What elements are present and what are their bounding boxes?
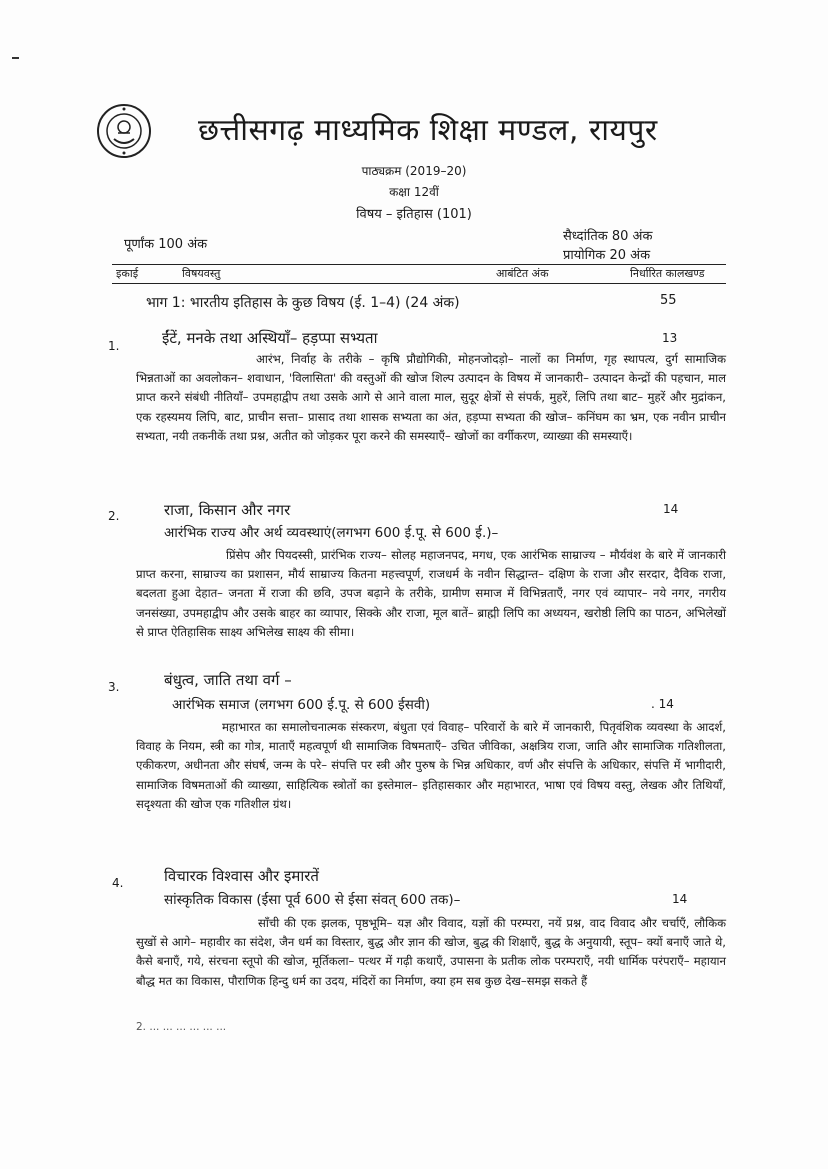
section-marks: 13	[662, 331, 678, 345]
table-header	[112, 264, 726, 284]
section-marks: . 14	[651, 697, 674, 711]
section-content: आरंभ, निर्वाह के तरीके – कृषि प्रौद्योगिकी, मोहनजोदड़ो– नालों का निर्माण, गृह स्थापत्य, दुर्ग सामाजिक भिन्नताओं का अवलोकन– शवाधान, 'विलासिता' की वस्तुओं की खोज शिल्प उत्पादन के विषय में जानकारी– उत्पादन केन्द्रों की पहचान, माल प्राप्त करने संबंधी नीतियाँ– उपमहाद्वीप तथा उसके आगे से आने वाला माल, सुदूर क्षेत्रों से संपर्क, मुहरें, लिपि तथा बाट– मुहरें और मुद्रांकन, एक रहस्यमय लिपि, बाट, प्राचीन सत्ता– प्रासाद तथा शासक सभ्यता का अंत, हड़प्पा सभ्यता की खोज– कनिंघम का भ्रम, एक नवीन प्राचीन सभ्यता, नयी तकनीकें तथा प्रश्न, अतीत को जोड़कर पूरा करने की समस्याएँ– खोजों का वर्गीकरण, व्याख्या की समस्याएँ।	[136, 352, 726, 443]
subject-label: विषय – इतिहास (101)	[356, 207, 472, 222]
section-content: महाभारत का समालोचनात्मक संस्करण, बंधुता एवं विवाह– परिवारों के बारे में जानकारी, पितृवंशिक व्यवस्था के आदर्श, विवाह के नियम, स्त्री का गोत्र, माताएँ महत्वपूर्ण थी सामाजिक विषमताएँ– उचित जीविका, अक्षत्रिय राजा, जाति और सामाजिक गतिशीलता, एकीकरण, अधीनता और संघर्ष, जन्म के परे– संपत्ति पर स्त्री और पुरुष के भिन्न अधिकार, वर्ण और संपत्ति के अधिकार, संपत्ति में भागीदारी, सामाजिक विषमताओं की व्याख्या, साहित्यिक स्त्रोतों का इस्तेमाल– इतिहासकार और महाभारत, भाषा एवं विषय वस्तु, लेखक और तिथियाँ, सदृश्यता की खोज एक गतिशील ग्रंथ।	[136, 720, 726, 811]
theory-marks: सैध्दांतिक 80 अंक	[563, 229, 653, 244]
section-number: 4.	[112, 876, 124, 890]
section-number: 1.	[108, 339, 120, 353]
class-label: कक्षा 12वीं	[389, 185, 439, 199]
part-title: भाग 1: भारतीय इतिहास के कुछ विषय (ई. 1–4) (24 अंक)	[146, 295, 460, 311]
board-title: छत्तीसगढ़ माध्यमिक शिक्षा मण्डल, रायपुर	[198, 113, 658, 148]
section-content: साँची की एक झलक, पृष्ठभूमि– यज्ञ और विवाद, यज्ञों की परम्परा, नयें प्रश्न, वाद विवाद और चर्चाएँ, लौकिक सुखों से आगे– महावीर का संदेश, जैन धर्म का विस्तार, बुद्ध और ज्ञान की खोज, बुद्ध की शिक्षाएँ, बुद्ध के अनुयायी, स्तूप– क्यों बनाएँ जाते थे, कैसे बनाएँ, गये, संरचना स्तूपो की खोज, मूर्तिकला– पत्थर में गढ़ी कथाएँ, उपासना के प्रतीक लोक परम्पराएँ, नयी धार्मिक परंपराएँ– महायान बौद्ध मत का विकास, पौराणिक हिन्दु धर्म का उदय, मंदिरों का निर्माण, क्या हम सब कुछ देख–समझ सकते हैं	[136, 916, 726, 988]
total-marks: पूर्णांक 100 अंक	[124, 237, 208, 252]
header-unit: इकाई	[116, 267, 139, 280]
section-subtitle: आरंभिक राज्य और अर्थ व्यवस्थाएं(लगभग 600 ई.पू. से 600 ई.)–	[164, 525, 499, 541]
scan-mark	[12, 57, 19, 59]
header-content: विषयवस्तु	[182, 267, 221, 280]
section-title: राजा, किसान और नगर	[164, 501, 291, 519]
practical-marks: प्रायोगिक 20 अंक	[563, 248, 651, 263]
board-emblem-icon	[96, 103, 152, 159]
header-allotted-marks: आबंटित अंक	[496, 267, 549, 280]
section-number: 2.	[108, 509, 120, 523]
header-time-period: निर्धारित कालखण्ड	[630, 267, 705, 280]
section-subtitle: आरंभिक समाज (लगभग 600 ई.पू. से 600 ईसवी)	[172, 697, 431, 713]
section-title: बंधुत्व, जाति तथा वर्ग –	[164, 671, 292, 689]
section-marks: 14	[663, 502, 679, 516]
syllabus-year: पाठ्यक्रम (2019–20)	[361, 164, 467, 178]
section-title: ईंटें, मनके तथा अस्थियाँ– हड़प्पा सभ्यता	[162, 329, 378, 347]
part-periods: 55	[660, 293, 677, 308]
section-content: प्रिंसेप और पियदस्सी, प्रारंभिक राज्य– सोलह महाजनपद, मगध, एक आरंभिक साम्राज्य – मौर्यवंश के बारे में जानकारी प्राप्त करना, साम्राज्य का प्रशासन, मौर्य साम्राज्य कितना महत्त्वपूर्ण, राजधर्म के नवीन सिद्धान्त– दक्षिण के राजा और सरदार, दैविक राजा, बदलता हुआ देहात– जनता में राजा की छवि, उपज बढ़ाने के तरीके, ग्रामीण समाज में विभिन्नताएँ, नगर एवं व्यापार– नये नगर, नगरीय जनसंख्या, उपमहाद्वीप और उसके बाहर का व्यापार, सिक्के और राजा, मूल बातें– ब्राह्मी लिपि का अध्ययन, खरोष्ठी लिपि का पाठन, अभिलेखों से प्राप्त ऐतिहासिक साक्ष्य अभिलेख साक्ष्य की सीमा।	[136, 548, 726, 639]
section-number: 3.	[108, 680, 120, 694]
section-marks: 14	[672, 892, 688, 906]
cut-off-line: 2. ... ... ... ... ... ...	[136, 1021, 227, 1033]
section-title: विचारक विश्वास और इमारतें	[164, 867, 319, 885]
section-subtitle: सांस्कृतिक विकास (ईसा पूर्व 600 से ईसा संवत् 600 तक)–	[164, 892, 461, 908]
